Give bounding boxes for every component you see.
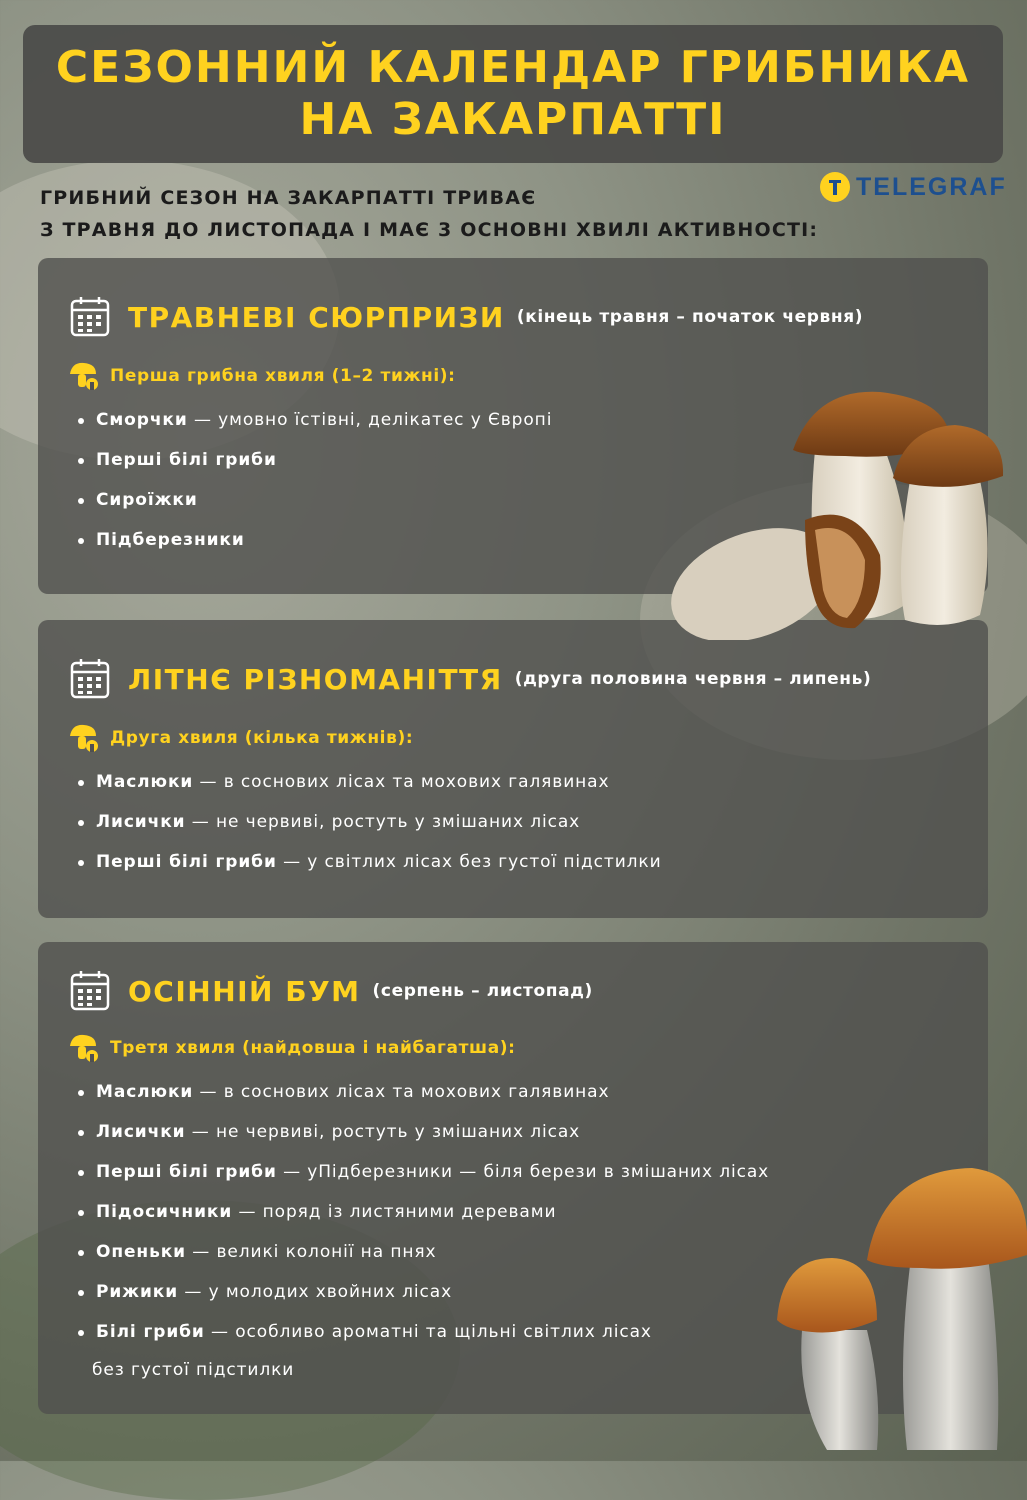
section-title: ОСІННІЙ БУМ	[128, 974, 361, 1008]
list-item: Перші білі гриби — уПідберезники — біля берези в змішаних лісах	[96, 1152, 769, 1192]
section-range: (кінець травня – початок червня)	[516, 307, 864, 327]
wave-heading	[68, 360, 456, 392]
telegraf-logo-text: TELEGRAF	[856, 172, 1007, 201]
intro-line1: ГРИБНИЙ СЕЗОН НА ЗАКАРПАТТІ ТРИВАЄ	[40, 187, 537, 209]
section-header	[70, 970, 593, 1012]
mushroom-icon	[68, 722, 100, 754]
intro-line2: З ТРАВНЯ ДО ЛИСТОПАДА І МАЄ 3 ОСНОВНІ ХВИЛІ АКТИВНОСТІ:	[40, 219, 819, 241]
list-item: Опеньки — великі колонії на пнях	[96, 1232, 769, 1272]
list-item: Перші білі гриби — у світлих лісах без густої підстилки	[96, 842, 662, 882]
list-item-continuation: без густої підстилки	[92, 1360, 295, 1380]
list-item: Підберезники	[96, 520, 552, 560]
wave-label: Перша грибна хвиля (1–2 тижні):	[110, 366, 456, 386]
calendar-icon	[70, 970, 110, 1012]
title-banner	[23, 25, 1003, 163]
section-header	[70, 658, 871, 700]
section-title: ТРАВНЕВІ СЮРПРИЗИ	[128, 300, 505, 334]
telegraf-logo-icon	[820, 172, 850, 202]
wave-label: Третя хвиля (найдовша і найбагатша):	[110, 1038, 516, 1058]
section-range: (друга половина червня – липень)	[514, 669, 872, 689]
mushroom-list	[78, 400, 552, 560]
intro-text	[40, 182, 818, 246]
telegraf-logo	[820, 172, 1007, 202]
list-item: Сироїжки	[96, 480, 552, 520]
mushroom-icon	[68, 1032, 100, 1064]
porcini-mushroom-image	[665, 380, 1025, 640]
list-item: Лисички — не червиві, ростуть у змішаних лісах	[96, 1112, 769, 1152]
list-item: Сморчки — умовно їстівні, делікатес у Європі	[96, 400, 552, 440]
list-item: Білі гриби — особливо ароматні та щільні світлих лісах	[96, 1312, 769, 1352]
page-title-line2: НА ЗАКАРПАТТІ	[299, 94, 727, 145]
list-item: Маслюки — в соснових лісах та мохових галявинах	[96, 762, 662, 802]
calendar-icon	[70, 658, 110, 700]
list-item: Маслюки — в соснових лісах та мохових галявинах	[96, 1072, 769, 1112]
section-header	[70, 296, 863, 338]
section-title: ЛІТНЄ РІЗНОМАНІТТЯ	[128, 662, 503, 696]
page-title-line1: СЕЗОННИЙ КАЛЕНДАР ГРИБНИКА	[55, 42, 971, 93]
wave-heading	[68, 1032, 516, 1064]
list-item: Перші білі гриби	[96, 440, 552, 480]
list-item: Лисички — не червиві, ростуть у змішаних лісах	[96, 802, 662, 842]
mushroom-list	[78, 762, 662, 882]
mushroom-icon	[68, 360, 100, 392]
wave-label: Друга хвиля (кілька тижнів):	[110, 728, 414, 748]
list-item: Підосичники — поряд із листяними деревами	[96, 1192, 769, 1232]
orange-cap-boletus-image	[772, 1160, 1027, 1460]
list-item: Рижики — у молодих хвойних лісах	[96, 1272, 769, 1312]
calendar-icon	[70, 296, 110, 338]
section-range: (серпень – листопад)	[372, 981, 593, 1001]
section-card-summer	[38, 620, 988, 918]
wave-heading	[68, 722, 413, 754]
mushroom-list	[78, 1072, 769, 1352]
